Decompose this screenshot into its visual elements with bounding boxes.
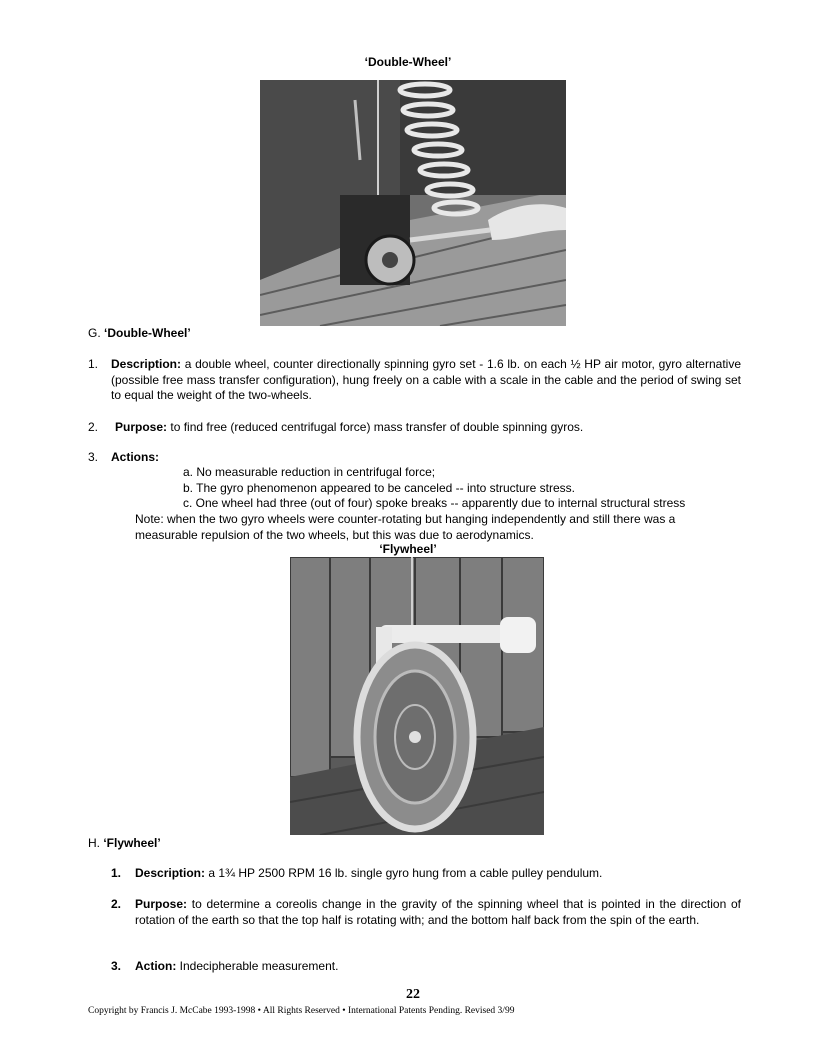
section-h-title: ‘Flywheel’ <box>103 836 161 850</box>
item-label: Purpose: <box>135 897 188 911</box>
action-item: c. One wheel had three (out of four) spoke breaks -- apparently due to internal structural stress <box>183 496 686 510</box>
figure-caption-double-wheel: ‘Double-Wheel’ <box>364 55 452 69</box>
section-h-description <box>135 866 741 882</box>
double-wheel-photo <box>260 80 566 326</box>
section-h-heading <box>88 836 161 850</box>
section-g-note: Note: when the two gyro wheels were counter-rotating but hanging independently and still there was a measurable repulsion of the two wheels, but this was due to aerodynamics. <box>135 512 676 542</box>
item-number: 1. <box>111 866 122 880</box>
action-item: b. The gyro phenomenon appeared to be canceled -- into structure stress. <box>183 481 576 495</box>
item-label: Description: <box>135 866 206 880</box>
section-h-action <box>135 959 741 975</box>
item-label: Description: <box>111 357 182 371</box>
item-label: Purpose: <box>115 420 168 434</box>
item-number: 2. <box>111 897 122 911</box>
section-h-purpose <box>135 897 741 928</box>
item-label: Actions: <box>111 450 159 464</box>
page-number: 22 <box>406 987 420 1002</box>
section-g-title: ‘Double-Wheel’ <box>104 326 191 340</box>
item-text: to find free (reduced centrifugal force) mass transfer of double spinning gyros. <box>170 420 584 434</box>
item-number: 1. <box>88 357 99 371</box>
item-number: 2. <box>88 420 99 434</box>
item-text: a 1¾ HP 2500 RPM 16 lb. single gyro hung from a cable pulley pendulum. <box>208 866 603 880</box>
item-text: a double wheel, counter directionally spinning gyro set - 1.6 lb. on each ½ HP air motor, gyro alternative (possible free mass transfer configuration), hung freely on a cable with a scale in the cable and the period of swing set to equal the weight of the two-wheels. <box>111 357 741 402</box>
section-g-actions <box>111 450 159 466</box>
item-label: Action: <box>135 959 177 973</box>
copyright-line: Copyright by Francis J. McCabe 1993-1998 • All Rights Reserved • International Patents Pending. Revised 3/99 <box>88 1006 515 1016</box>
item-number: 3. <box>88 450 99 464</box>
section-g-description <box>111 357 741 404</box>
flywheel-photo <box>290 557 544 835</box>
item-text: to determine a coreolis change in the gravity of the spinning wheel that is pointed in the direction of rotation of the earth so that the top half is rotating with; and the bottom half back from the spin of the earth. <box>135 897 741 927</box>
section-g-purpose <box>115 420 741 436</box>
item-number: 3. <box>111 959 122 973</box>
section-h-letter: H. <box>88 836 100 850</box>
action-item: a. No measurable reduction in centrifugal force; <box>183 465 436 479</box>
item-text: Indecipherable measurement. <box>179 959 339 973</box>
section-g-heading <box>88 326 191 340</box>
figure-caption-flywheel: ‘Flywheel’ <box>379 542 437 556</box>
section-g-letter: G. <box>88 326 101 340</box>
